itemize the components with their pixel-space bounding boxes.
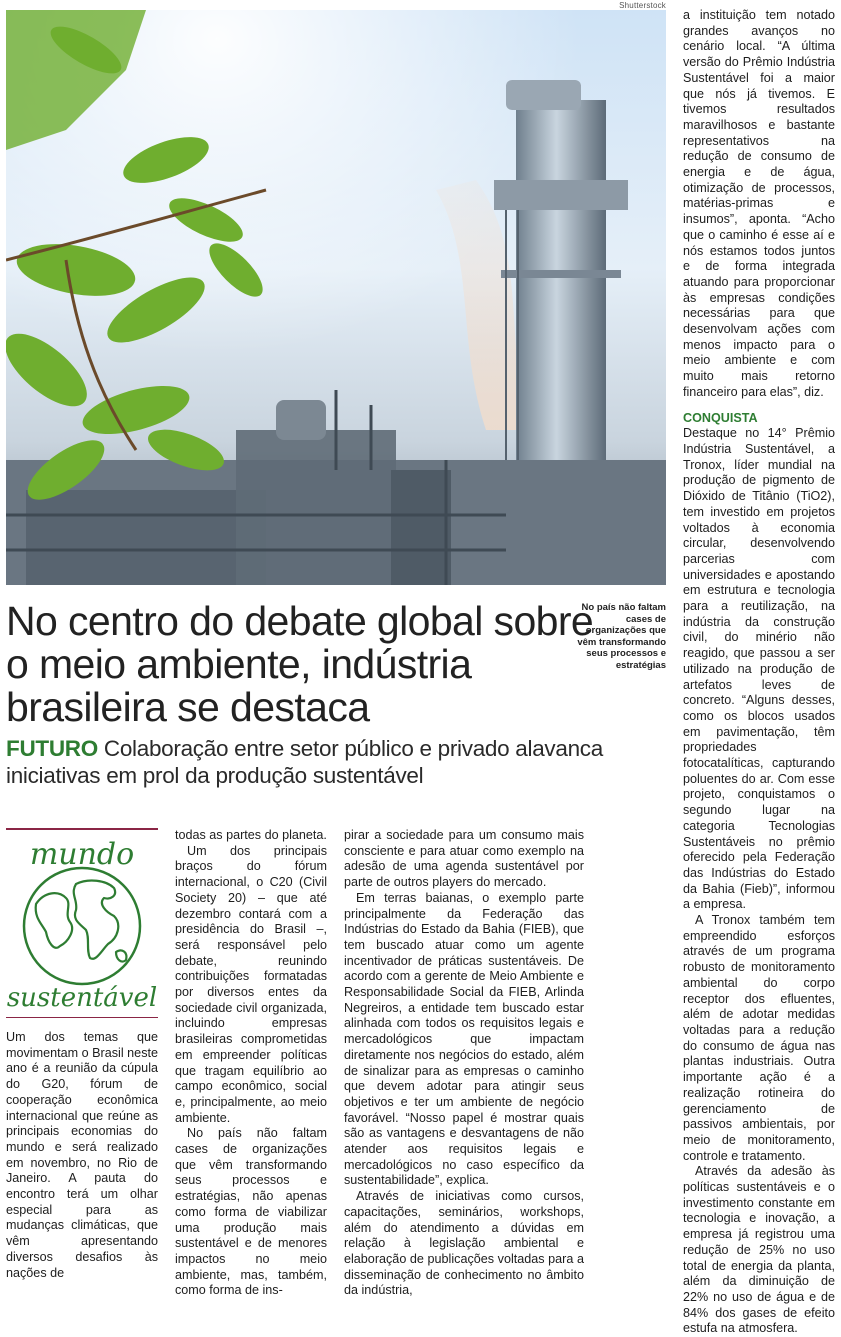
globe-icon [6, 834, 158, 1014]
article-column-3 [344, 828, 584, 1299]
photo-credit: Shutterstock [619, 1, 666, 10]
headline: No centro do debate global sobre o meio ambiente, indústria brasileira se destaca [6, 598, 594, 730]
mundo-sustentavel-logo [6, 834, 158, 1014]
paragraph: Um dos principais braços do fórum internacional, o C20 (Civil Society 20) – que até dezembro contará com a presidência do Brasil –, será responsável pelo debate, reunindo contribuições formatadas por diversos entes da sociedade civil organizada, incluindo empresas brasileiras comprometidas em empreender políticas que tragam equilíbrio ao campo econômico, social e, principalmente, ao meio ambiente. [175, 843, 327, 1125]
paragraph: Destaque no 14° Prêmio Indústria Sustentável, a Tronox, líder mundial na produção de pigmento de Dióxido de Titânio (TiO2), tem investido em projetos voltados à economia circular, desenvolvendo parcerias com universidades e apostando em estrutura e tecnologia para a reutilização, na indústria da construção civil, do minério não reagido, que passou a ser utilizado na produção de artefatos leves de concreto. “Alguns desses, como os blocos usados em pavimentação, têm propriedades fotocatalíticas, capturando poluentes do ar. Com esse projeto, conquistamos o segundo lugar na categoria Tecnologias Sustentáveis no prêmio oferecido pela Federação das Indústrias do Estado da Bahia (Fieb)”, informou a empresa. [683, 426, 835, 912]
paragraph: Através da adesão às políticas sustentáveis e o investimento constante em tecnologia e inovação, a empresa já registrou uma redução de 25% no uso total de energia da planta, além da diminuição de 22% no uso de água e de 84% dos gases de efeito estufa na atmosfera. [683, 1164, 835, 1336]
logo-word-sustentavel: sustentável [6, 983, 158, 1013]
paragraph: Através de iniciativas como cursos, capacitações, seminários, workshops, além do atendimento a dúvidas em relação à legislação ambiental e elaboração de publicações voltadas para a disseminação de conhecimento no âmbito da indústria, [344, 1189, 584, 1298]
paragraph: pirar a sociedade para um consumo mais consciente e para atuar como exemplo na adesão de uma agenda sustentável por parte de outros players do mercado. [344, 828, 584, 890]
article-column-4 [683, 8, 835, 1337]
logo-word-mundo: mundo [29, 837, 135, 872]
paragraph: todas as partes do planeta. [175, 828, 327, 842]
subhead-kicker: FUTURO [6, 736, 98, 761]
logo-bottom-rule [6, 1017, 158, 1018]
paragraph: No país não faltam cases de organizações que vêm transformando seus processos e estratégias, não apenas como forma de viabilizar uma produção mais sustentável e de menores impactos no meio ambiente, mas, também, como forma de ins- [175, 1126, 327, 1298]
subheadline [6, 735, 666, 789]
article-column-1 [6, 1030, 158, 1281]
paragraph: Em terras baianas, o exemplo parte principalmente da Federação das Indústrias do Estado da Bahia (FIEB), que tem buscado atuar como um agente incentivador de práticas sustentáveis. De acordo com a gerente de Meio Ambiente e Responsabilidade Social da FIEB, Arlinda Negreiros, a entidade tem buscado estar alinhada com todos os requisitos legais e mercadológicos que impactam diretamente nos negócios do estado, além de sinalizar para as empresas o caminho que devem adotar para atingir seus objetivos e ter um ambiente de negócio favorável. “Nosso papel é mostrar quais são as vantagens e desvantagens de não atender aos requisitos legais e mercadológicos no caso específico da sustentabilidade”, explica. [344, 890, 584, 1188]
paragraph: Um dos temas que movimentam o Brasil neste ano é a reunião da cúpula do G20, fórum de cooperação econômica internacional que reúne as principais economias do mundo e será realizado em novembro, no Rio de Janeiro. A pauta do encontro terá um olhar especial para as mudanças climáticas, que vêm apresentando diversos desafios às nações de [6, 1030, 158, 1280]
article-column-2 [175, 828, 327, 1299]
paragraph: a instituição tem notado grandes avanços no cenário local. “A última versão do Prêmio Indústria Sustentável foi a maior que nós já tivemos. E tivemos resultados maravilhosos e bastante representativos na redução de consumo de energia e de água, otimização de processos, matérias-primas e insumos”, aponta. “Acho que o caminho é esse aí e nós estamos todos juntos e de forma integrada atuando para proporcionar às empresas condições necessárias para que desenvolvam ações com menos impacto para o meio ambiente e com muito mais retorno financeiro para elas”, diz. [683, 8, 835, 399]
article-photo [6, 10, 666, 585]
logo-top-rule [6, 828, 158, 830]
paragraph: A Tronox também tem empreendido esforços através de um programa robusto de monitoramento ambiental do corpo receptor dos efluentes, além de adotar medidas voltadas para a redução do consumo de água nas plantas industriais. Outra importante ação é a realização rotineira do gerenciamento de passivos ambientais, por meio de monitoramento, controle e tratamento. [683, 913, 835, 1163]
section-heading-conquista: CONQUISTA [683, 410, 758, 425]
photo-caption: No país não faltam cases de organizações que vêm transformando seus processos e estratégias [577, 602, 666, 671]
subhead-text: Colaboração entre setor público e privado alavanca iniciativas em prol da produção sustentável [6, 736, 603, 788]
industrial-plant-illustration [6, 10, 666, 585]
